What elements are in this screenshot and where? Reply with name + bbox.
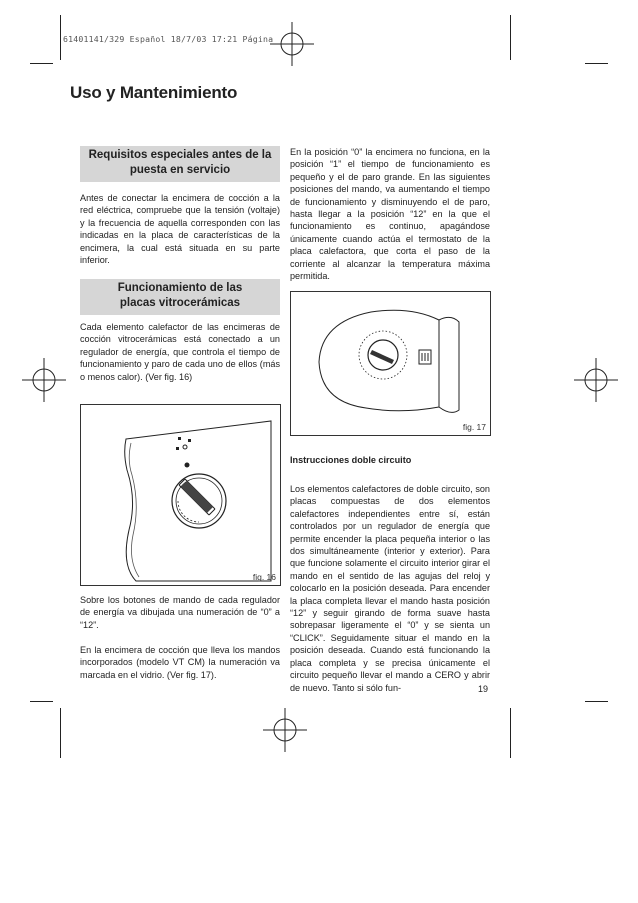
paragraph-text: Antes de conectar la encimera de cocción a la red eléctrica, compruebe que la tensión (voltaje) y la frecuencia de aquella corresponden con las indicadas en la placa de características de la encimera, la cual está situada en su parte inferior. [80,193,280,266]
control-panel-illustration [81,405,280,585]
section-heading-funcionamiento [80,279,280,315]
figure-caption: fig. 17 [462,422,486,432]
crop-mark [60,708,61,758]
crop-mark [585,701,608,702]
crop-mark [510,708,511,758]
paragraph-text: Sobre los botones de mando de cada regulador de energía va dibujada una numeración de “0” a “12”. [80,595,280,630]
page-number: 19 [478,684,489,694]
print-slug: 61401141/329 Español 18/7/03 17:21 Página [63,34,274,44]
body-paragraph [80,321,280,383]
body-paragraph [80,192,280,266]
registration-mark-icon [22,358,66,402]
section-heading-requisitos [80,146,280,182]
registration-mark-icon [263,708,307,752]
figure-caption: fig. 16 [252,572,276,582]
paragraph-text: Cada elemento calefactor de las encimeras de cocción vitrocerámicas está conectado a un regulador de energía, que controla el tiempo de funcionamiento y paro de cada uno de ellos (más o menos calor). (Ver fig. 16) [80,322,280,382]
crop-mark [30,701,53,702]
heading-line: placas vitrocerámicas [119,297,241,309]
body-paragraph [290,483,490,694]
crop-mark [585,63,608,64]
crop-mark [30,63,53,64]
paragraph-text: En la encimera de cocción que lleva los mandos incorporados (modelo VT CM) la numeración va marcada en el vidrio. (Ver fig. 17). [80,645,280,680]
section-subheading: Instrucciones doble circuito [290,455,412,465]
registration-mark-icon [574,358,618,402]
paragraph-text: Los elementos calefactores de doble circuito, son placas compuestas de dos elementos calefactores independientes entre sí, están controlados por un regulador de energía que permite encender la placa pequeña interior o las dos simultáneamente (interior y exterior). Para que funcione solamente el circuito interior girar el mando en el sentido de las agujas del reloj y colocarlo en la posición deseada. Para encender la placa completa llevar el mando hasta posición “12” y seguir girando de forma suave hasta sobrepasar ligeramente el “0” y se sienta un “CLICK”. Seguidamente situar el mando en la posición deseada. Cuando está funcionando la placa completa y se precisa únicamente el circuito pequeño llevar el mando a CERO y abrir de nuevo. Tanto si sólo fun- [290,484,490,693]
body-paragraph [80,594,280,631]
figure-17 [290,291,491,436]
body-paragraph [80,644,280,681]
heading-line: Requisitos especiales antes de la [88,149,272,161]
heading-line: Funcionamiento de las [117,282,243,294]
page-title: Uso y Mantenimiento [70,83,238,102]
heading-line: puesta en servicio [129,164,231,176]
figure-16 [80,404,281,586]
glass-control-illustration [291,292,490,435]
crop-mark [510,15,511,60]
paragraph-text: En la posición “0” la encimera no funciona, en la posición “1” el tiempo de funcionamiento es pequeño y el de paro grande. En las siguientes posiciones del mando, va aumentando el tiempo de funcionamiento y disminuyendo el de paro, hasta llegar a la posición “12” en la que el funcionamiento es continuo, apagándose únicamente cuando actúa el termostato de la placa calefactora, que corta el paso de la corriente al alcanzar la temperatura máxima permitida. [290,147,490,282]
body-paragraph [290,146,490,282]
registration-mark-icon [270,22,314,66]
crop-mark [60,15,61,60]
